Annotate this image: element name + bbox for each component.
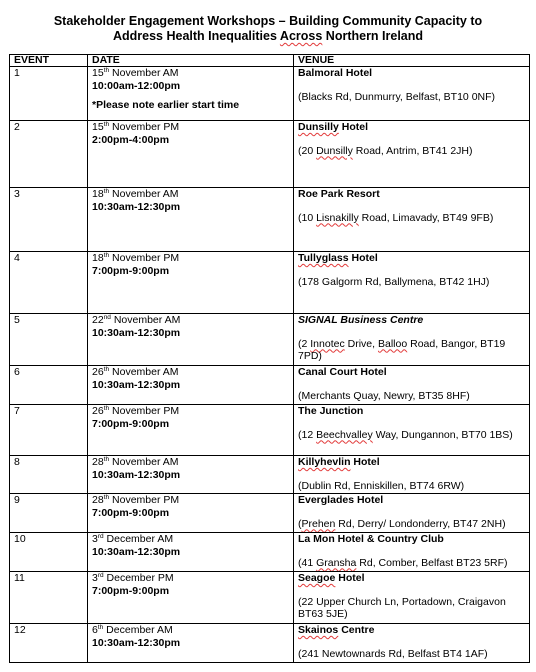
- time-range: 10:30am-12:30pm: [92, 200, 181, 213]
- table-row: [10, 624, 530, 663]
- date-day: 15: [92, 67, 104, 79]
- venue-cell: [294, 314, 530, 366]
- venue-cell: [294, 572, 530, 624]
- venue-address: (Dublin Rd, Enniskillen, BT74 6RW): [298, 479, 465, 492]
- event-number: 3: [10, 188, 88, 252]
- time-range: 7:00pm-9:00pm: [92, 264, 170, 277]
- title-line-2: Address Health Inequalities Across Northern Ireland: [112, 29, 424, 43]
- date-cell: [88, 67, 294, 121]
- event-number: 10: [10, 533, 88, 572]
- table-row: [10, 533, 530, 572]
- date-cell: [88, 121, 294, 188]
- venue-name: Everglades Hotel: [298, 494, 384, 506]
- title-line-1: Stakeholder Engagement Workshops – Building Community Capacity to: [53, 14, 483, 28]
- date-suffix: th: [103, 405, 110, 412]
- date-cell: [88, 252, 294, 314]
- date-line: [92, 533, 173, 545]
- time-range: 10:00am-12:00pm: [92, 79, 181, 92]
- date-suffix: th: [103, 188, 110, 195]
- date-month-session: November AM: [109, 67, 179, 79]
- date-line: [92, 456, 179, 468]
- date-month-session: December AM: [103, 533, 174, 545]
- date-cell: [88, 533, 294, 572]
- date-line: [92, 494, 179, 506]
- date-cell: [88, 188, 294, 252]
- event-number: 11: [10, 572, 88, 624]
- date-line: [92, 67, 179, 79]
- time-range: 10:30am-12:30pm: [92, 636, 181, 649]
- event-number: 9: [10, 494, 88, 533]
- date-day: 18: [92, 252, 104, 264]
- date-suffix: rd: [97, 572, 104, 579]
- header-date: DATE: [88, 55, 294, 67]
- venue-address: (Blacks Rd, Dunmurry, Belfast, BT10 0NF): [298, 90, 496, 103]
- date-line: [92, 121, 179, 133]
- venue-address: (Merchants Quay, Newry, BT35 8HF): [298, 389, 470, 402]
- date-day: 3: [92, 572, 98, 584]
- date-line: [92, 252, 179, 264]
- table-row: [10, 494, 530, 533]
- date-day: 6: [92, 624, 98, 636]
- date-cell: [88, 494, 294, 533]
- header-venue: VENUE: [294, 55, 530, 67]
- date-suffix: th: [103, 121, 110, 128]
- venue-name: La Mon Hotel & Country Club: [298, 533, 444, 545]
- date-day: 28: [92, 456, 104, 468]
- table-row: [10, 366, 530, 405]
- document-title: [0, 14, 536, 44]
- table-row: [10, 252, 530, 314]
- date-cell: [88, 456, 294, 494]
- event-number: 8: [10, 456, 88, 494]
- time-range: 7:00pm-9:00pm: [92, 506, 170, 519]
- date-day: 15: [92, 121, 104, 133]
- event-number: 4: [10, 252, 88, 314]
- date-day: 18: [92, 188, 104, 200]
- venue-name: Balmoral Hotel: [298, 67, 373, 79]
- venue-address: (178 Galgorm Rd, Ballymena, BT42 1HJ): [298, 275, 490, 288]
- date-cell: [88, 405, 294, 456]
- venue-name: Killyhevlin Hotel: [298, 456, 380, 468]
- table-row: [10, 405, 530, 456]
- event-number: 12: [10, 624, 88, 663]
- event-number: 2: [10, 121, 88, 188]
- venue-name: Tullyglass Hotel: [298, 252, 378, 264]
- venue-address: (22 Upper Church Ln, Portadown, Craigavon BT63 5JE): [298, 595, 506, 620]
- date-month-session: November PM: [109, 252, 180, 264]
- date-day: 22: [92, 314, 104, 326]
- date-suffix: th: [103, 366, 110, 373]
- venue-cell: [294, 366, 530, 405]
- venue-name: Dunsilly Hotel: [298, 121, 369, 133]
- time-range: 10:30am-12:30pm: [92, 378, 181, 391]
- table-row: [10, 121, 530, 188]
- date-month-session: November AM: [109, 366, 179, 378]
- venue-name: Seagoe Hotel: [298, 572, 365, 584]
- date-line: [92, 188, 179, 200]
- venue-cell: [294, 188, 530, 252]
- event-number: 7: [10, 405, 88, 456]
- time-range: 10:30am-12:30pm: [92, 545, 181, 558]
- venue-name: Roe Park Resort: [298, 188, 380, 200]
- start-time-note: *Please note earlier start time: [92, 99, 240, 111]
- venue-cell: [294, 624, 530, 663]
- date-line: [92, 572, 174, 584]
- date-cell: [88, 314, 294, 366]
- table-body: [10, 67, 530, 663]
- date-month-session: November PM: [109, 494, 180, 506]
- date-suffix: th: [97, 624, 104, 631]
- date-month-session: November PM: [109, 121, 180, 133]
- table-row: [10, 188, 530, 252]
- venue-address: (241 Newtownards Rd, Belfast BT4 1AF): [298, 647, 488, 660]
- date-day: 26: [92, 366, 104, 378]
- venue-name: SIGNAL Business Centre: [298, 314, 424, 326]
- venue-name: Skainos Centre: [298, 624, 375, 636]
- venue-cell: [294, 456, 530, 494]
- header-row: [10, 55, 530, 67]
- date-cell: [88, 366, 294, 405]
- venue-address: (41 Gransha Rd, Comber, Belfast BT23 5RF): [298, 556, 508, 569]
- venue-address: (10 Lisnakilly Road, Limavady, BT49 9FB): [298, 211, 494, 224]
- table-row: [10, 456, 530, 494]
- date-month-session: November AM: [110, 314, 181, 326]
- date-line: [92, 314, 180, 326]
- date-cell: [88, 624, 294, 663]
- time-range: 10:30am-12:30pm: [92, 326, 181, 339]
- venue-address: (12 Beechvalley Way, Dungannon, BT70 1BS): [298, 428, 513, 441]
- event-number: 1: [10, 67, 88, 121]
- date-cell: [88, 572, 294, 624]
- time-range: 10:30am-12:30pm: [92, 468, 181, 481]
- venue-cell: [294, 252, 530, 314]
- date-month-session: December PM: [103, 572, 174, 584]
- venue-cell: [294, 494, 530, 533]
- venue-address: (20 Dunsilly Road, Antrim, BT41 2JH): [298, 144, 473, 157]
- date-line: [92, 624, 173, 636]
- date-month-session: December AM: [103, 624, 173, 636]
- venue-address: (2 Innotec Drive, Balloo Road, Bangor, BT19 7PD): [298, 337, 506, 362]
- time-range: 7:00pm-9:00pm: [92, 417, 170, 430]
- event-number: 5: [10, 314, 88, 366]
- date-line: [92, 405, 179, 417]
- venue-name: Canal Court Hotel: [298, 366, 387, 378]
- date-suffix: th: [103, 67, 110, 74]
- date-suffix: rd: [97, 533, 104, 540]
- date-line: [92, 366, 179, 378]
- date-suffix: th: [103, 494, 110, 501]
- header-event: EVENT: [10, 55, 88, 67]
- venue-cell: [294, 121, 530, 188]
- table-row: [10, 67, 530, 121]
- date-day: 28: [92, 494, 104, 506]
- table-row: [10, 314, 530, 366]
- table-header: [10, 55, 530, 67]
- date-month-session: November AM: [109, 188, 179, 200]
- table-row: [10, 572, 530, 624]
- venue-cell: [294, 67, 530, 121]
- time-range: 2:00pm-4:00pm: [92, 133, 170, 146]
- date-suffix: th: [103, 252, 110, 259]
- date-month-session: November PM: [109, 405, 180, 417]
- date-day: 26: [92, 405, 104, 417]
- date-suffix: th: [103, 456, 110, 463]
- time-range: 7:00pm-9:00pm: [92, 584, 170, 597]
- venue-cell: [294, 533, 530, 572]
- date-month-session: November AM: [109, 456, 179, 468]
- date-day: 3: [92, 533, 98, 545]
- event-number: 6: [10, 366, 88, 405]
- venue-address: (Prehen Rd, Derry/ Londonderry, BT47 2NH): [298, 517, 506, 530]
- date-suffix: nd: [103, 314, 111, 321]
- events-table: [9, 54, 530, 663]
- venue-cell: [294, 405, 530, 456]
- venue-name: The Junction: [298, 405, 364, 417]
